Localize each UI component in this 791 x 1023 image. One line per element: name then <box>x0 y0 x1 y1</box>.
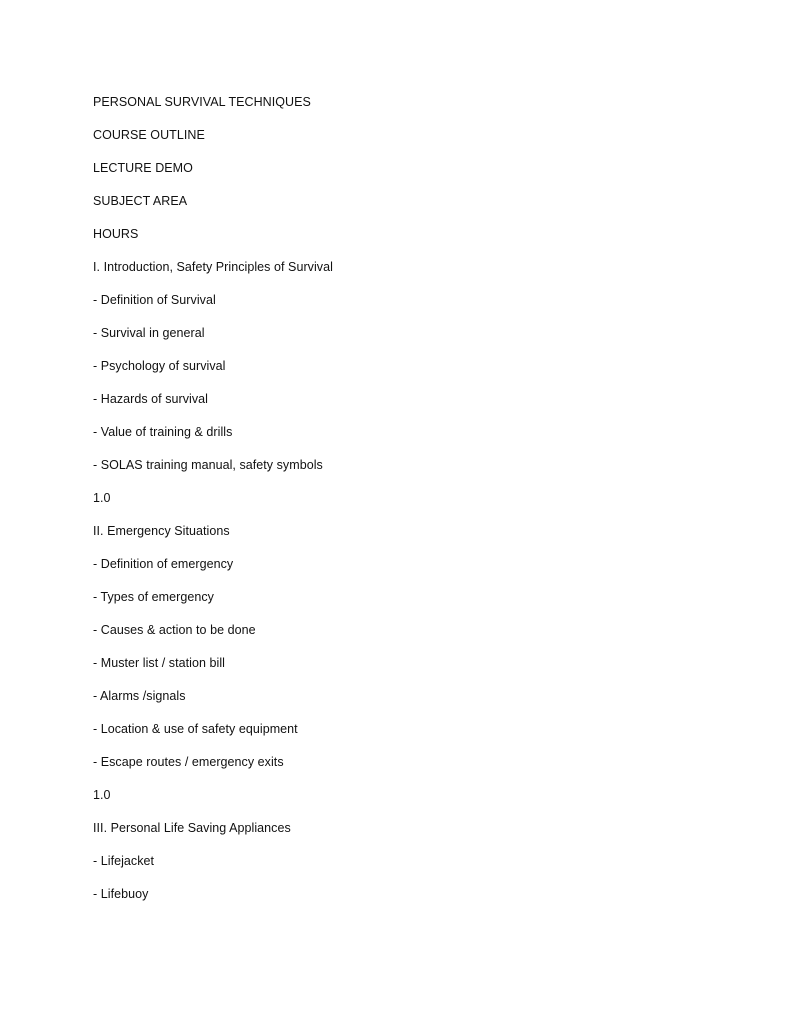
outline-item: - Types of emergency <box>93 590 214 604</box>
section-heading: III. Personal Life Saving Appliances <box>93 821 291 835</box>
document-body <box>93 92 333 917</box>
course-outline-heading: COURSE OUTLINE <box>93 128 205 142</box>
section-heading: II. Emergency Situations <box>93 524 230 538</box>
section-heading: I. Introduction, Safety Principles of Survival <box>93 260 333 274</box>
outline-item: - Lifebuoy <box>93 887 149 901</box>
outline-item: - Alarms /signals <box>93 689 186 703</box>
subject-area-heading: SUBJECT AREA <box>93 194 188 208</box>
outline-item: - Escape routes / emergency exits <box>93 755 284 769</box>
hours-value: 1.0 <box>93 788 111 802</box>
hours-value: 1.0 <box>93 491 111 505</box>
outline-item: - Causes & action to be done <box>93 623 256 637</box>
outline-item: - Location & use of safety equipment <box>93 722 298 736</box>
outline-item: - Lifejacket <box>93 854 155 868</box>
outline-item: - Hazards of survival <box>93 392 208 406</box>
outline-item: - Psychology of survival <box>93 359 226 373</box>
lecture-demo-heading: LECTURE DEMO <box>93 161 193 175</box>
outline-item: - Definition of Survival <box>93 293 216 307</box>
outline-item: - Definition of emergency <box>93 557 234 571</box>
outline-item: - Survival in general <box>93 326 205 340</box>
outline-item: - Value of training & drills <box>93 425 233 439</box>
hours-heading: HOURS <box>93 227 139 241</box>
document-title: PERSONAL SURVIVAL TECHNIQUES <box>93 95 311 109</box>
outline-item: - SOLAS training manual, safety symbols <box>93 458 323 472</box>
outline-item: - Muster list / station bill <box>93 656 225 670</box>
